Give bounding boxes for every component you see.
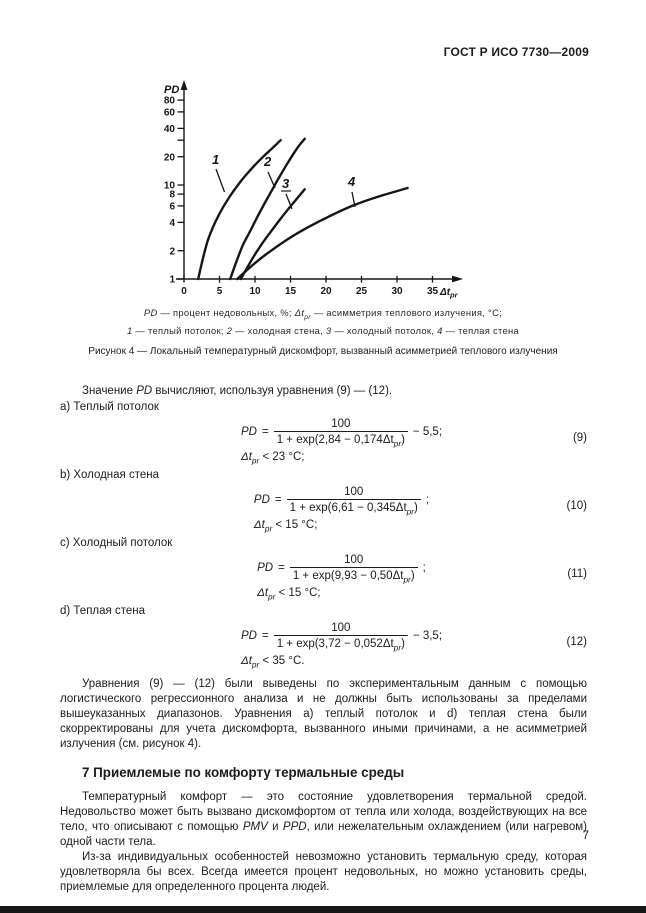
equation-block-b xyxy=(60,468,587,535)
svg-text:2: 2 xyxy=(169,246,175,258)
equation-item-label: b) Холодная стена xyxy=(60,469,159,481)
svg-text:6: 6 xyxy=(169,201,175,213)
legend-dtpr-symbol: Δt xyxy=(294,307,305,318)
svg-text:4: 4 xyxy=(348,174,356,189)
svg-text:4: 4 xyxy=(169,218,175,229)
intro-paragraph: Значение PD вычисляют, используя уравнения (9) — (12). xyxy=(82,385,393,397)
document-header: ГОСТ Р ИСО 7730—2009 xyxy=(443,45,589,59)
equation-condition: $\Delta t_{pr} < 15$ °С; xyxy=(253,519,318,534)
svg-text:3: 3 xyxy=(282,176,290,191)
svg-text:10: 10 xyxy=(249,286,261,297)
svg-text:25: 25 xyxy=(355,286,368,297)
svg-text:PD: PD xyxy=(164,84,180,96)
equation-row xyxy=(60,483,587,535)
equation-formula: PD = $\frac{100}{1 + \exp(2,84 - 0,174\Delta t_{pr})}$ − 5,5; xyxy=(240,418,443,449)
curve1-desc: — теплый потолок; xyxy=(132,325,227,336)
page-number: 7 xyxy=(582,830,589,842)
svg-text:80: 80 xyxy=(163,95,175,107)
equation-number: (11) xyxy=(567,568,587,580)
curve3-desc: — холодный потолок, xyxy=(331,325,438,336)
equation-item-label: d) Теплая стена xyxy=(60,605,145,617)
equation-item-label: c) Холодный потолок xyxy=(60,537,173,549)
equation-formula: PD = $\frac{100}{1 + \exp(9,93 - 0,50\Delta t_{pr})}$ ; xyxy=(257,554,426,585)
equation-formula: PD = $\frac{100}{1 + \exp(3,72 - 0,052\Delta t_{pr})}$ − 3,5; xyxy=(240,622,443,653)
equation-condition: $\Delta t_{pr} < 15$ °С; xyxy=(257,587,321,602)
svg-text:20: 20 xyxy=(320,286,332,297)
legend-dtpr-text: — асимметрия теплового излучения, °С; xyxy=(310,307,503,318)
equation-condition: $\Delta t_{pr} < 35$ °С. xyxy=(240,655,305,670)
equation-item-label: a) Теплый потолок xyxy=(60,401,159,413)
equation-row xyxy=(60,415,587,467)
figure4-chart-container xyxy=(148,76,480,308)
svg-text:Δtpr: $\Delta t_{pr}$ xyxy=(440,287,458,300)
curve4-desc: — теплая стена xyxy=(442,325,520,336)
equation-block-a xyxy=(60,400,587,467)
pmv-symbol: PMV xyxy=(242,821,268,833)
svg-text:0: 0 xyxy=(181,286,187,297)
equation-row xyxy=(60,551,587,603)
legend-pd-text: — процент недовольных, %; xyxy=(157,307,295,318)
svg-text:1: 1 xyxy=(169,274,175,286)
svg-text:20: 20 xyxy=(163,152,175,164)
equation-formula: PD = $\frac{100}{1 + \exp(6,61 - 0,345\Delta t_{pr})}$ ; xyxy=(253,486,430,517)
curve2-desc: — холодная стена, xyxy=(232,325,326,336)
equation-block-c xyxy=(60,536,587,603)
svg-text:40: 40 xyxy=(163,124,175,135)
equation-row xyxy=(60,619,587,671)
svg-text:2: 2 xyxy=(264,154,272,169)
section7-paragraph-2: Из-за индивидуальных особенностей невозможно установить термальную среду, которая удовлетворяла бы всех. Всегда имеется процент недовольных, но можно установить среды, приемлемые для определенного процента людей. xyxy=(60,851,587,893)
fraction: $\frac{100}{1 + \exp(3,72 - 0,052\Delta t_{pr})}$ xyxy=(274,622,408,651)
svg-text:15: 15 xyxy=(284,286,297,297)
curve1-key: 1 xyxy=(126,325,133,336)
equation-number: (10) xyxy=(566,500,587,512)
curve2-key: 2 xyxy=(226,325,233,336)
svg-text:30: 30 xyxy=(391,286,403,297)
figure-legend-line1 xyxy=(0,307,646,321)
legend-dtpr-subscript: pr xyxy=(304,313,311,321)
ppd-symbol: PPD xyxy=(282,821,307,833)
curve3-key: 3 xyxy=(325,325,332,336)
curve4-key: 4 xyxy=(437,325,443,336)
pd-symbol: PD xyxy=(136,385,153,397)
svg-text:8: 8 xyxy=(169,189,175,201)
equation-block-d xyxy=(60,604,587,671)
figure-caption: Рисунок 4 — Локальный температурный дискомфорт, вызванный асимметрией теплового излучения xyxy=(88,346,558,357)
section7-paragraph-1: Температурный комфорт — это состояние удовлетворения термальной средой. Недовольство может быть вызвано дискомфортом от тепла или холода, воздействующих на все тело, что описывают с помощью PMV и PPD, или нежелательным охлаждением (или нагревом) одной части тела. xyxy=(60,791,587,848)
svg-text:10: 10 xyxy=(163,180,175,192)
figure4-chart xyxy=(148,76,480,308)
equation-number: (12) xyxy=(566,636,587,648)
svg-text:35: 35 xyxy=(426,286,439,297)
section7-heading: 7 Приемлемые по комфорту термальные среды xyxy=(82,765,405,780)
svg-text:5: 5 xyxy=(216,286,223,297)
scan-edge-artifact xyxy=(0,906,646,913)
fraction: $\frac{100}{1 + \exp(6,61 - 0,345\Delta t_{pr})}$ xyxy=(287,486,421,515)
fraction: $\frac{100}{1 + \exp(2,84 - 0,174\Delta t_{pr})}$ xyxy=(274,418,408,447)
paragraph-equations-note: Уравнения (9) — (12) были выведены по экспериментальным данным с помощью логистического регрессионного анализа и не должны быть использованы за пределами вышеуказанных диапазонов. Уравнения a) теплый потолок и d) теплая стена были скорректированы для учета дискомфорта, вызванного иными причинами, а не асимметрией излучения (см. рисунок 4). xyxy=(60,678,587,750)
legend-pd-symbol: PD xyxy=(143,307,158,318)
figure-legend-line2 xyxy=(0,325,646,336)
fraction: $\frac{100}{1 + \exp(9,93 - 0,50\Delta t_{pr})}$ xyxy=(290,554,418,583)
equation-number: (9) xyxy=(572,432,587,444)
svg-text:60: 60 xyxy=(163,107,175,119)
svg-text:1: 1 xyxy=(212,152,220,167)
document-body xyxy=(60,384,587,895)
equation-condition: $\Delta t_{pr} < 23$ °С; xyxy=(240,451,305,466)
